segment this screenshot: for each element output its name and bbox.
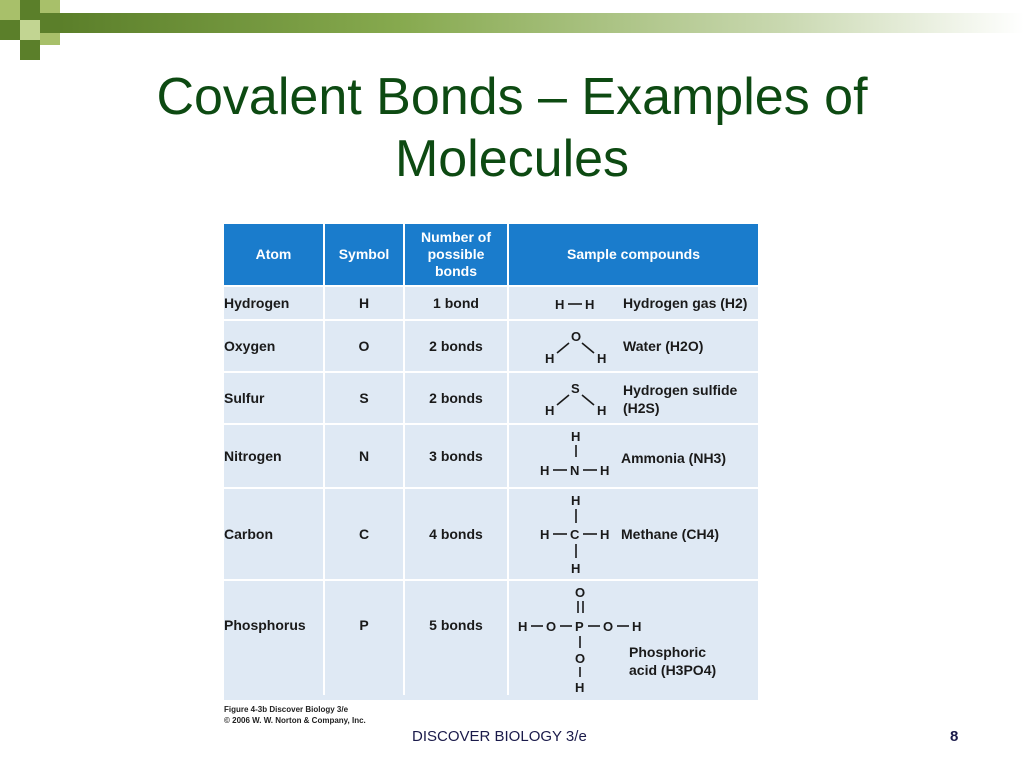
sample-compound <box>508 488 758 580</box>
atom-symbol: H <box>324 286 404 320</box>
header-symbol: Symbol <box>324 224 404 286</box>
compound-name: Hydrogen gas (H2) <box>623 295 748 311</box>
svg-text:O: O <box>575 651 586 666</box>
table-row <box>224 488 758 580</box>
header-compounds: Sample compounds <box>508 224 758 286</box>
atom-name: Carbon <box>224 488 324 580</box>
atom-symbol: P <box>324 580 404 695</box>
atom-symbol: S <box>324 372 404 424</box>
header-decoration-square <box>20 20 40 40</box>
svg-text:H: H <box>632 619 642 634</box>
svg-text:H: H <box>585 297 595 312</box>
figure-credit-line: © 2006 W. W. Norton & Company, Inc. <box>224 716 366 725</box>
figure-credit <box>224 704 366 726</box>
table-row <box>224 580 758 695</box>
svg-text:H: H <box>597 351 607 366</box>
svg-text:H: H <box>555 297 565 312</box>
bonds-figure <box>224 224 758 700</box>
header-atom: Atom <box>224 224 324 286</box>
svg-text:O: O <box>603 619 614 634</box>
svg-text:H: H <box>600 527 610 542</box>
header-decoration-square <box>40 33 60 45</box>
table-row <box>224 286 758 320</box>
svg-text:H: H <box>597 403 607 418</box>
header-decoration-square <box>20 40 40 60</box>
header-decoration-square <box>40 0 60 13</box>
header-decoration-square <box>20 0 40 20</box>
bond-count: 3 bonds <box>404 424 508 488</box>
atom-symbol: O <box>324 320 404 372</box>
svg-text:O: O <box>575 585 586 600</box>
h2-structure-diagram <box>509 287 619 321</box>
bond-count: 2 bonds <box>404 320 508 372</box>
sample-compound <box>508 424 758 488</box>
header-bonds: Number of possible bonds <box>404 224 508 286</box>
header-decoration-square <box>40 13 60 33</box>
bond-count: 2 bonds <box>404 372 508 424</box>
compound-name: Ammonia (NH3) <box>621 450 727 466</box>
svg-text:H: H <box>545 403 555 418</box>
svg-text:O: O <box>546 619 557 634</box>
compound-name: Water (H2O) <box>623 338 704 354</box>
compound-name: Hydrogen sulfide (H2S) <box>623 382 738 416</box>
svg-text:H: H <box>600 463 610 478</box>
hydrogen-sulfide-structure-diagram <box>509 373 619 425</box>
svg-text:S: S <box>571 381 580 396</box>
bonds-table <box>224 224 758 695</box>
water-structure-diagram <box>509 321 619 373</box>
methane-structure-diagram <box>509 489 619 581</box>
svg-text:H: H <box>540 527 550 542</box>
slide-title: Covalent Bonds – Examples of Molecules <box>156 68 868 188</box>
bond-count: 1 bond <box>404 286 508 320</box>
ammonia-structure-diagram <box>509 425 619 489</box>
svg-text:H: H <box>571 493 581 508</box>
compound-name: Methane (CH4) <box>621 526 720 542</box>
header-decoration-square <box>0 20 20 40</box>
header-decoration-square <box>0 0 20 20</box>
svg-text:H: H <box>545 351 555 366</box>
svg-text:H: H <box>571 561 581 576</box>
atom-name: Sulfur <box>224 372 324 424</box>
table-row <box>224 320 758 372</box>
figure-credit-line: Figure 4-3b Discover Biology 3/e <box>224 705 349 714</box>
atom-symbol: N <box>324 424 404 488</box>
svg-text:C: C <box>570 527 580 542</box>
table-header-row <box>224 224 758 286</box>
svg-text:H: H <box>540 463 550 478</box>
sample-compound <box>508 320 758 372</box>
header-decoration-bar <box>60 13 1024 33</box>
svg-text:H: H <box>518 619 528 634</box>
slide-footer: DISCOVER BIOLOGY 3/e <box>412 728 587 745</box>
compound-name: Phosphoric acid (H3PO4) <box>629 644 717 678</box>
slide-number: 8 <box>950 728 959 745</box>
atom-name: Oxygen <box>224 320 324 372</box>
bond-count: 5 bonds <box>404 580 508 695</box>
svg-text:O: O <box>571 329 582 344</box>
table-row <box>224 424 758 488</box>
atom-name: Hydrogen <box>224 286 324 320</box>
svg-text:H: H <box>575 680 585 695</box>
table-row <box>224 372 758 424</box>
sample-compound <box>508 286 758 320</box>
atom-symbol: C <box>324 488 404 580</box>
bond-count: 4 bonds <box>404 488 508 580</box>
svg-text:N: N <box>570 463 580 478</box>
svg-text:H: H <box>571 429 581 444</box>
atom-name: Phosphorus <box>224 580 324 695</box>
sample-compound <box>508 372 758 424</box>
sample-compound <box>508 580 758 695</box>
atom-name: Nitrogen <box>224 424 324 488</box>
svg-text:P: P <box>575 619 584 634</box>
